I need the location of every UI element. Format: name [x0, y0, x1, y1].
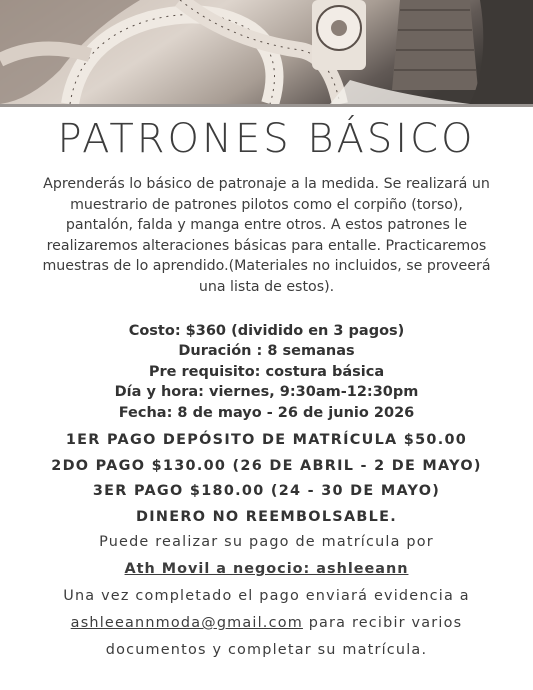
payment-schedule: [0, 428, 533, 531]
payment-3: 3ER PAGO $180.00 (24 - 30 DE MAYO): [92, 483, 441, 500]
payment-2: 2DO PAGO $130.00 (26 DE ABRIL - 2 DE MAYO): [51, 457, 482, 474]
payment-1: 1ER PAGO DEPÓSITO DE MATRÍCULA $50.00: [65, 432, 468, 448]
enrollment-completion-note: documentos y completar su matrícula.: [105, 642, 428, 658]
email-link[interactable]: ashleeannmoda@gmail.com: [70, 615, 303, 631]
page-title: PATRONES BÁSICO: [57, 116, 476, 162]
email-line-suffix: para recibir varios: [302, 615, 463, 631]
detail-dates: Fecha: 8 de mayo - 26 de junio 2026: [118, 404, 415, 421]
ath-movil-link[interactable]: Ath Movil a negocio: ashleeann: [124, 561, 409, 577]
non-refundable-note: DINERO NO REEMBOLSABLE.: [135, 509, 398, 526]
detail-cost: Costo: $360 (dividido en 3 pagos): [128, 323, 405, 339]
sewing-photo-illustration: [0, 0, 533, 104]
payment-instructions: [0, 529, 533, 664]
detail-duration: Duración : 8 semanas: [178, 343, 355, 360]
header-photo: [0, 0, 533, 104]
detail-prerequisite: Pre requisito: costura básica: [148, 363, 385, 380]
payment-method-intro: Puede realizar su pago de matrícula por: [99, 534, 434, 550]
photo-divider: [0, 104, 533, 107]
detail-schedule: Día y hora: viernes, 9:30am-12:30pm: [114, 384, 419, 401]
email-line: [0, 610, 533, 637]
course-details: [0, 321, 533, 423]
evidence-instruction: Una vez completado el pago enviará evidencia a: [63, 588, 470, 604]
course-description: Aprenderás lo básico de patronaje a la medida. Se realizará un muestrario de patrones pilotos como el corpiño (torso), pantalón, falda y manga entre otros. A estos patrones le realizaremos alteraciones básicas para entalle. Practicaremos muestras de lo aprendido.(Materiales no incluidos, se proveerá una lista de estos).: [42, 176, 491, 295]
